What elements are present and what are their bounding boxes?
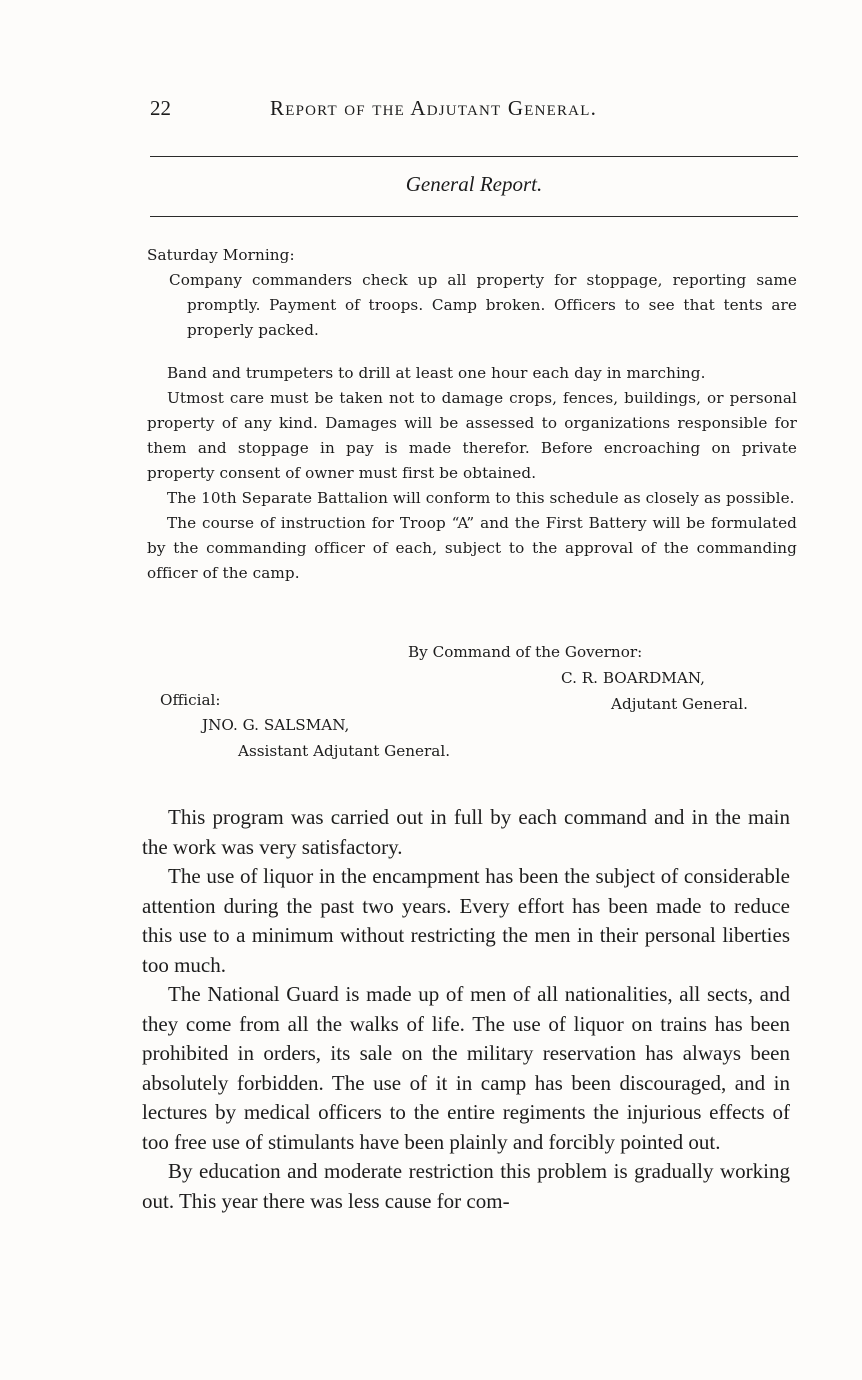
official-label: Official: [160,691,221,709]
body-text [142,803,790,1216]
schedule-paragraph: The course of instruction for Troop “A” and the First Battery will be formulated by the commanding officer of each, subject to the approval of the commanding officer of the camp. [147,514,797,582]
body-paragraph: This program was carried out in full by each command and in the main the work was very satisfactory. [142,805,790,859]
page-header [150,96,798,126]
assistant-title: Assistant Adjutant General. [238,742,451,760]
header-rule [150,156,798,157]
body-paragraph: By education and moderate restriction this problem is gradually working out. This year there was less cause for com- [142,1159,790,1213]
schedule-day-text: Company commanders check up all property for stoppage, reporting same promptly. Payment of troops. Camp broken. Officers to see that tents are properly packed. [169,271,797,339]
signer-title: Adjutant General. [611,695,748,713]
signer-name: C. R. BOARDMAN, [561,669,705,687]
schedule-paragraph: The 10th Separate Battalion will conform to this schedule as closely as possible. [167,489,795,507]
assistant-name: JNO. G. SALSMAN, [202,716,350,734]
schedule-notes [147,361,797,586]
by-command-line: By Command of the Governor: [408,643,643,661]
body-paragraph: The National Guard is made up of men of all nationalities, all sects, and they come from all the walks of life. The use of liquor on trains has been prohibited in orders, its sale on the military reservation has always been absolutely forbidden. The use of it in camp has been discouraged, and in lectures by medical officers to the entire regiments the injurious effects of too free use of stimulants have been plainly and forcibly pointed out. [142,982,790,1154]
schedule-paragraph: Band and trumpeters to drill at least one hour each day in marching. [167,364,706,382]
section-title: General Report. [405,172,543,196]
schedule-paragraph: Utmost care must be taken not to damage crops, fences, buildings, or personal property of any kind. Damages will be assessed to organizations responsible for them and stoppage in pay is made therefor. Before encroaching on private property consent of owner must first be obtained. [147,389,797,482]
body-paragraph: The use of liquor in the encampment has been the subject of considerable attention during the past two years. Every effort has been made to reduce this use to a minimum without restricting the men in their personal liberties too much. [142,864,790,977]
schedule-saturday [147,243,797,343]
running-title: Report of the Adjutant General. [270,96,598,120]
schedule-day-label: Saturday Morning: [147,246,295,264]
section-rule [150,216,798,217]
page-number: 22 [150,96,171,120]
